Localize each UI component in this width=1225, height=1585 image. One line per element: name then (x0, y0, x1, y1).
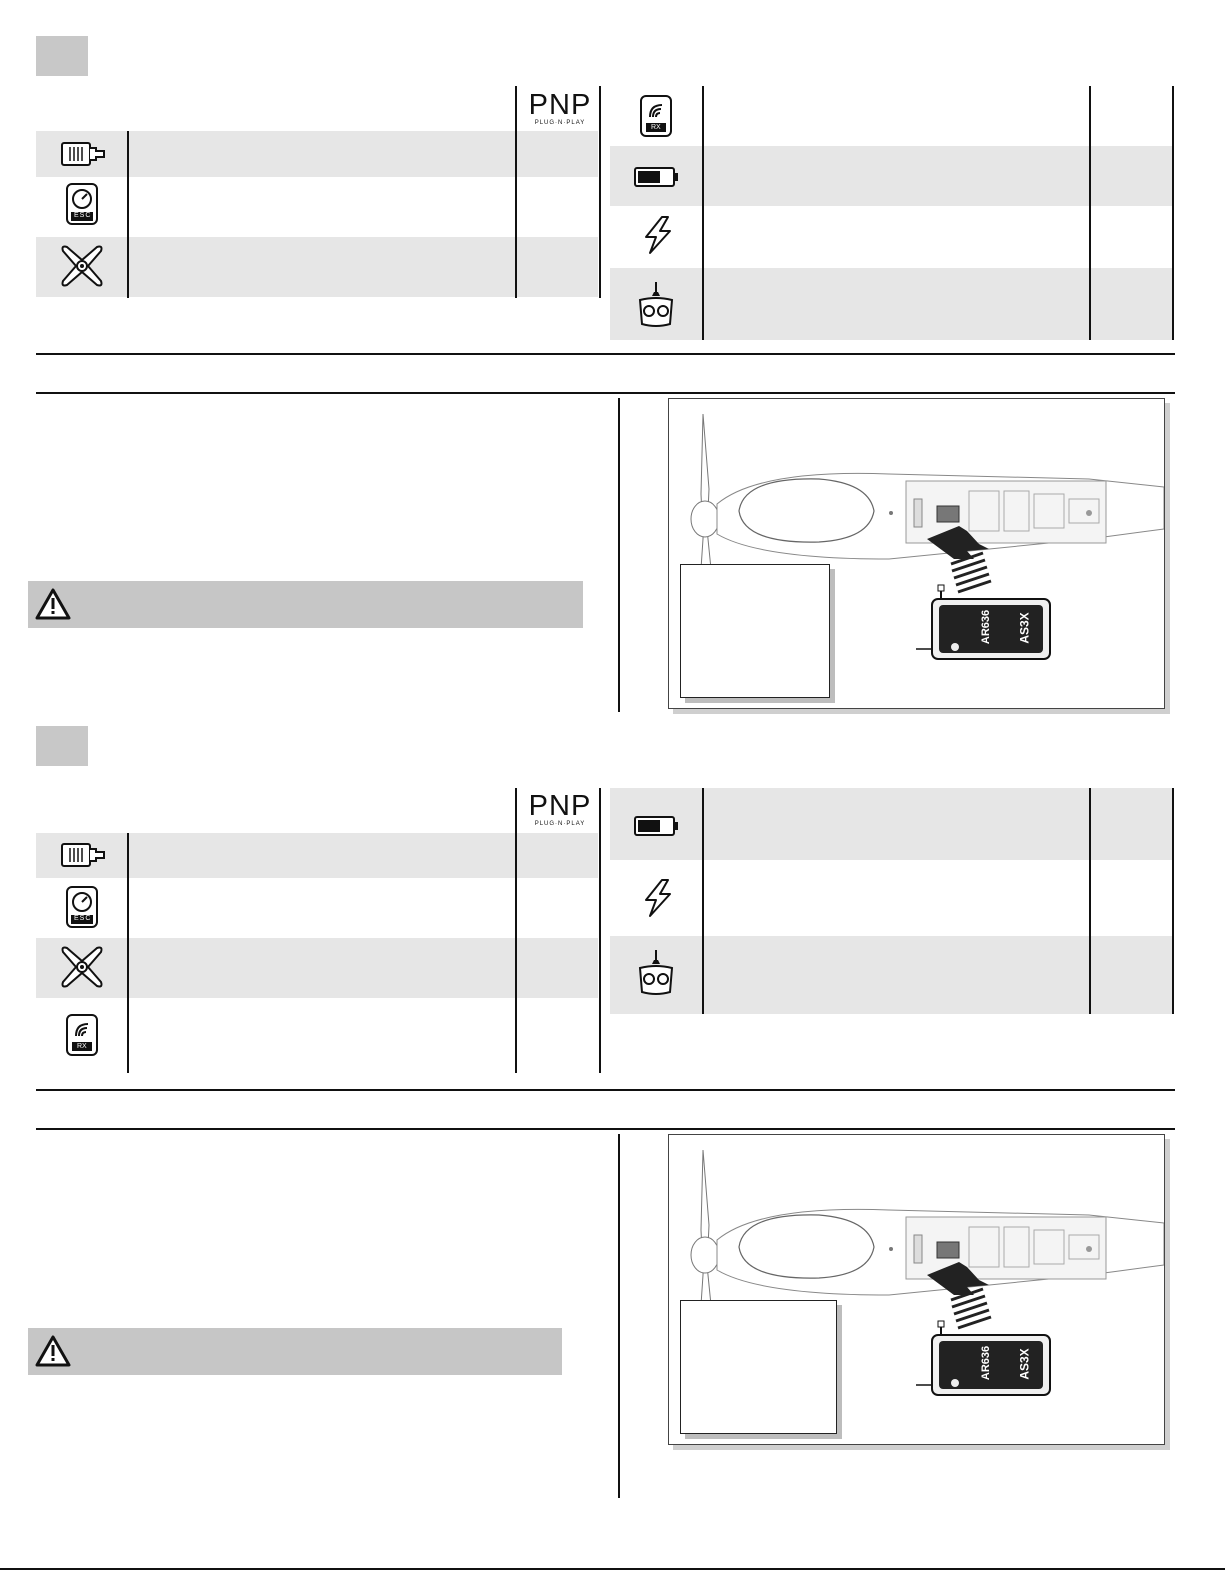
receiver-icon: RX (640, 95, 672, 137)
warning-bar (28, 581, 583, 628)
transmitter-icon (636, 280, 676, 330)
warning-bar (28, 1328, 562, 1375)
charger-icon (640, 215, 676, 255)
servo-icon (59, 243, 105, 289)
motor-icon (60, 140, 106, 168)
receiver-icon: RX (66, 1014, 98, 1056)
table-row (36, 938, 598, 998)
motor-icon (60, 841, 106, 869)
figure-callout-box (680, 1300, 837, 1434)
table-row (36, 833, 598, 878)
figure-callout-box (680, 564, 830, 698)
transmitter-icon (636, 948, 676, 998)
receiver-installation-figure: AR636 AS3X (668, 398, 1165, 709)
table-row (36, 131, 598, 177)
pnp-logo: PNP PLUG·N·PLAY (528, 790, 592, 827)
esc-icon: ESC (66, 886, 98, 928)
warning-icon (34, 1334, 72, 1368)
esc-icon: ESC (66, 183, 98, 225)
table-row (36, 237, 598, 297)
charger-icon (640, 878, 676, 918)
step-marker-1 (36, 36, 88, 76)
receiver-installation-figure: AR636 AS3X (668, 1134, 1165, 1445)
warning-icon (34, 587, 72, 621)
battery-icon (634, 166, 680, 188)
battery-icon (634, 815, 680, 837)
servo-icon (59, 944, 105, 990)
step-marker-2 (36, 726, 88, 766)
pnp-logo: PNP PLUG·N·PLAY (528, 89, 592, 126)
